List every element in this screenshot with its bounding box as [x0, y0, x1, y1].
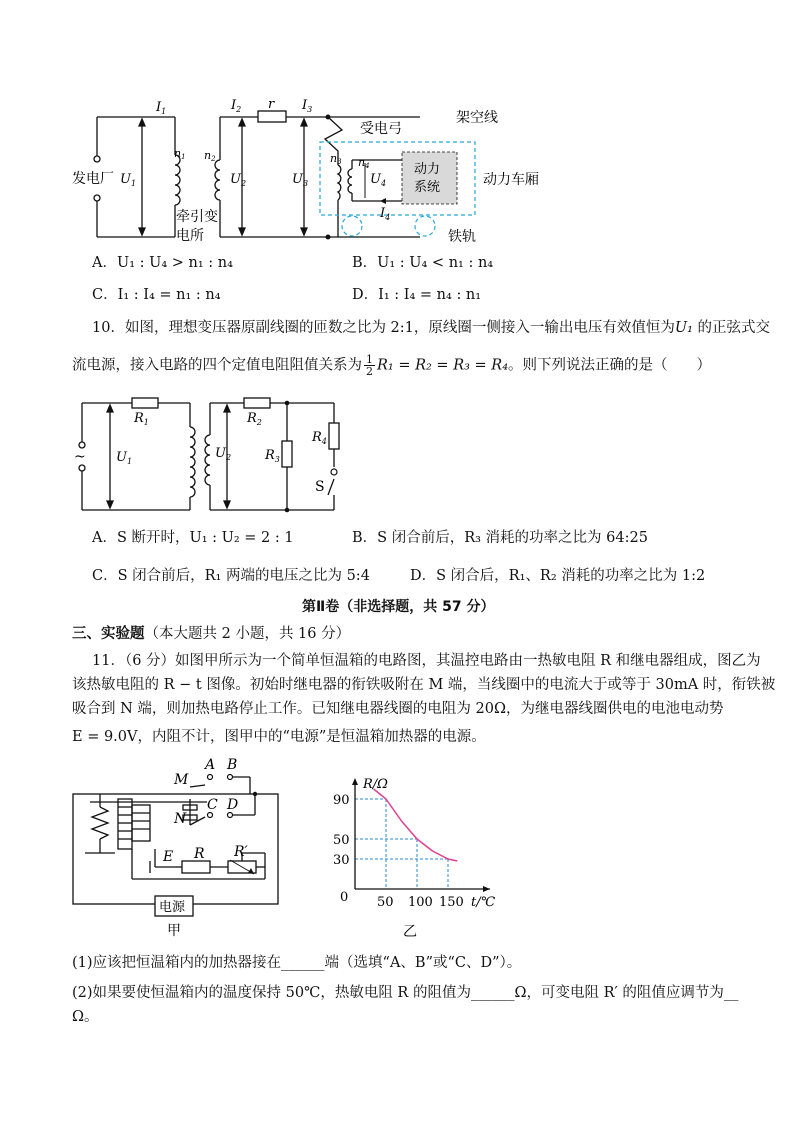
origin-label: 0: [340, 890, 349, 905]
q10-option-c[interactable]: C．S 闭合前后，R₁ 两端的电压之比为 5:4: [92, 568, 370, 584]
switch-s-label: S: [315, 479, 325, 495]
voltage-u2-label: $U_2$: [230, 172, 247, 188]
power-system-label: 动力: [414, 162, 441, 177]
fig-yi-caption: 乙: [403, 924, 417, 940]
terminal-d-label: D: [227, 797, 239, 813]
substation-label: 牵引变: [176, 209, 218, 225]
r2-label: $R_2$: [247, 411, 262, 427]
x-axis-label: t/℃: [471, 895, 496, 910]
q11-stem-line2: 该热敏电阻的 R − t 图像。初始时继电器的衔铁吸附在 M 端，当线圈中的电流大于或等于 30mA 时，衔铁被: [72, 677, 776, 693]
q9-option-c[interactable]: C．I₁ : I₄ = n₁ : n₄: [92, 287, 221, 303]
power-source-label: 电源: [159, 900, 186, 915]
ac-source-symbol: ~: [74, 449, 86, 465]
variable-resistor-label: R′: [234, 844, 248, 860]
terminal-n-label: N: [174, 811, 187, 827]
y-tick-label-30: 30: [333, 853, 350, 868]
r4-label: $R_4$: [312, 430, 327, 446]
voltage-u1-label: $U_1$: [120, 172, 137, 188]
q10-option-b[interactable]: B．S 闭合前后，R₃ 消耗的功率之比为 64:25: [352, 530, 648, 546]
fig-yi-rt-chart: [325, 770, 505, 945]
q10-option-a[interactable]: A．S 断开时，U₁ : U₂ = 2 : 1: [92, 530, 294, 546]
n1-label: n1: [174, 147, 186, 161]
q9-option-b[interactable]: B．U₁ : U₄ < n₁ : n₄: [352, 255, 494, 271]
q9-option-a[interactable]: A．U₁ : U₄ > n₁ : n₄: [92, 255, 233, 271]
r1-label: $R_1$: [134, 411, 149, 427]
voltage-u3-label: $U_3$: [292, 172, 309, 188]
y-tick-label-50: 50: [333, 833, 350, 848]
q11-stem-line3: 吸合到 N 端，则加热电路停止工作。已知继电器线圈的电阻为 20Ω，为继电器线圈供电的电池电动势: [72, 701, 724, 717]
x-tick-label-50: 50: [377, 895, 394, 910]
x-tick-label-150: 150: [439, 895, 464, 910]
r3-label: $R_3$: [265, 448, 280, 464]
n3-label: n3: [330, 152, 342, 166]
q10-stem-line1: 10．如图，理想变压器原副线圈的匝数之比为 2:1，原线圈一侧接入一输出电压有效值恒为U₁ 的正弦式交: [92, 320, 771, 336]
resistor-r-label: r: [268, 97, 275, 112]
q11-stem-line1: 11．（6 分）如图甲所示为一个简单恒温箱的电路图，其温控电路由一热敏电阻 R 和继电器组成，图乙为: [92, 653, 761, 669]
section-3-title: 三、实验题（本大题共 2 小题，共 16 分）: [72, 626, 351, 642]
q10-option-d[interactable]: D．S 闭合后，R₁、R₂ 消耗的功率之比为 1:2: [410, 568, 706, 584]
power-plant-label: 发电厂: [72, 171, 114, 187]
half-fraction: $\frac{1}{2}$: [366, 353, 373, 378]
battery-e-label: E: [163, 849, 174, 865]
q11-subquestion-2-unit: Ω。: [72, 1009, 99, 1025]
q11-subquestion-2: (2)如果要使恒温箱内的温度保持 50℃，热敏电阻 R 的阻值为______Ω，可变电阻 R′ 的阻值应调节为__: [72, 985, 739, 1001]
y-axis-label: R/Ω: [363, 777, 388, 792]
overhead-wire-label: 架空线: [456, 110, 498, 126]
current-i1-label: $I_1$: [156, 100, 167, 116]
current-i3-label: $I_3$: [302, 98, 313, 114]
current-i4-label: $I_4$: [380, 206, 391, 222]
fig-jia-caption: 甲: [167, 923, 181, 939]
y-tick-label-90: 90: [333, 793, 350, 808]
traction-circuit-figure: [72, 95, 580, 255]
n2-label: n2: [204, 149, 216, 163]
pantograph-label: 受电弓: [360, 121, 402, 137]
terminal-a-label: A: [205, 757, 216, 773]
x-tick-label-100: 100: [408, 895, 433, 910]
q10-u2-label: $U_2$: [215, 446, 232, 462]
terminal-b-label: B: [227, 757, 238, 773]
n4-label: n4: [358, 156, 370, 170]
q10-u1-label: $U_1$: [116, 450, 133, 466]
thermistor-r-label: R: [194, 846, 205, 862]
q10-stem-line2: 流电源，接入电路的四个定值电阻阻值关系为 $\frac{1}{2}$ R₁ = R₂ = R₃ = R₄。则下列说法正确的是（ ）: [72, 353, 712, 378]
voltage-u4-label: $U_4$: [370, 172, 387, 188]
q9-option-d[interactable]: D．I₁ : I₄ = n₄ : n₁: [352, 287, 482, 303]
current-i2-label: $I_2$: [231, 98, 242, 114]
power-system-label-2: 系统: [414, 180, 441, 195]
section-2-title: 第Ⅱ卷（非选择题，共 57 分）: [302, 599, 495, 615]
q11-subquestion-1: (1)应该把恒温箱内的加热器接在______端（选填“A、B”或“C、D”）。: [72, 955, 522, 971]
substation-label-2: 电所: [176, 228, 204, 244]
terminal-c-label: C: [207, 797, 218, 813]
terminal-m-label: M: [174, 772, 189, 788]
q11-stem-line4: E = 9.0V，内阻不计，图甲中的“电源”是恒温箱加热器的电源。: [72, 729, 486, 745]
fig-jia-relay-circuit: [70, 757, 290, 937]
rail-label: 铁轨: [448, 229, 476, 245]
q10-circuit-figure: [72, 395, 362, 520]
power-car-label: 动力车厢: [483, 172, 539, 188]
